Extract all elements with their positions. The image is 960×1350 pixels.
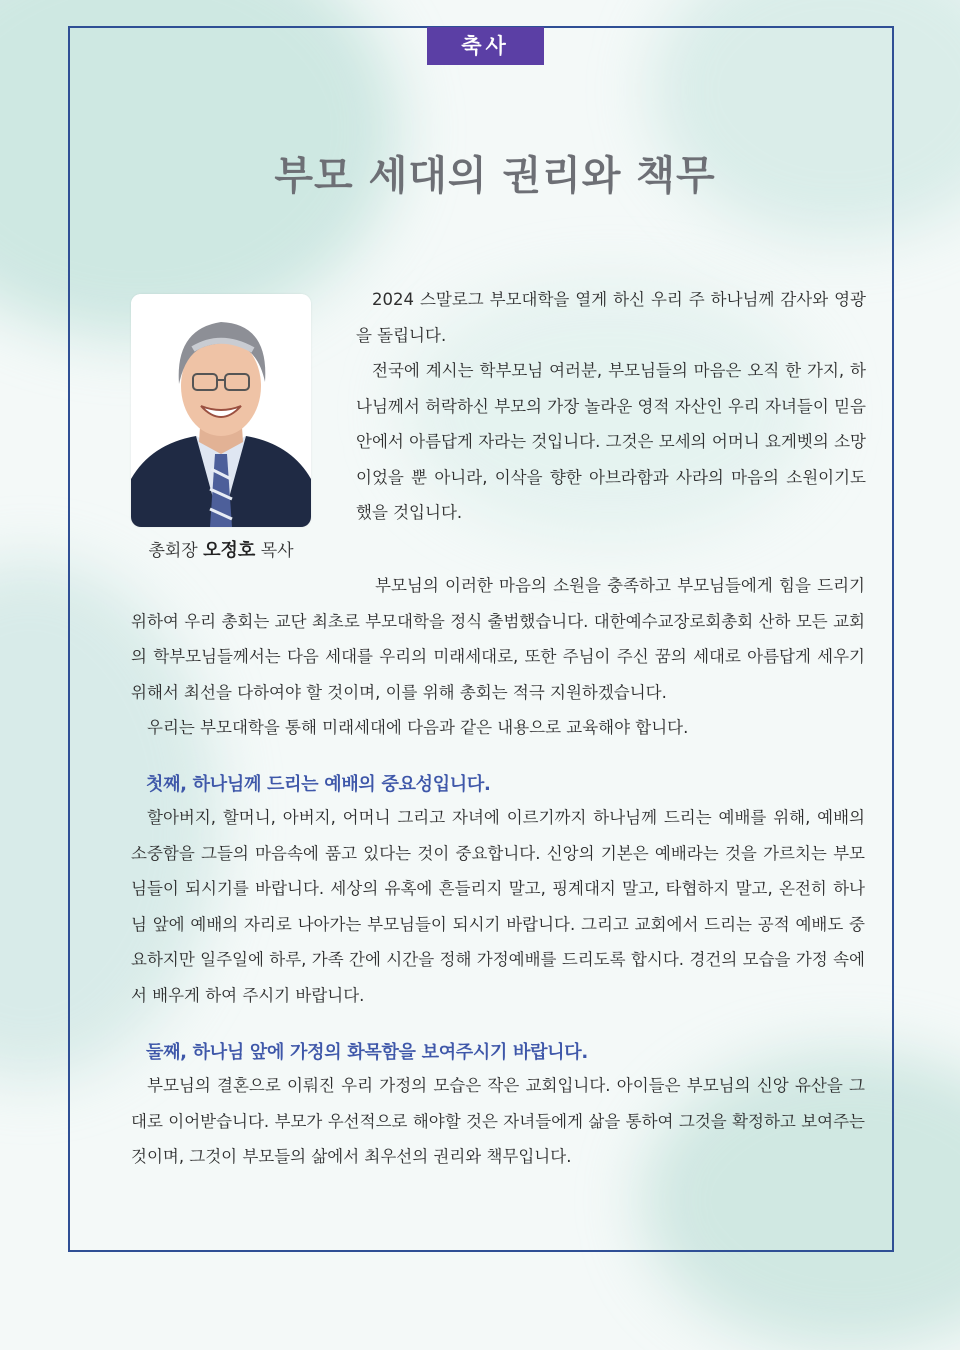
author-title: 총회장: [148, 541, 204, 561]
section-body: [131, 1068, 865, 1175]
paragraph-text: 할아버지, 할머니, 아버지, 어머니 그리고 자녀에 이르기까지 하나님께 드리는 예배를 위해, 예배의 소중함을 그들의 마음속에 품고 있다는 것이 중요합니다. 신앙의 기본은 예배라는 것을 가르치는 부모님들이 되시기를 바랍니다. 세상의 유혹에 흔들리지 말고, 핑계대지 말고, 타협하지 말고, 온전히 하나님 앞에 예배의 자리로 나아가는 부모님들이 되시기 바랍니다. 그리고 교회에서 드리는 공적 예배도 중요하지만 일주일에 하루, 가족 간에 시간을 정해 가정예배를 드리도록 합시다. 경건의 모습을 가정 속에서 배우게 하여 주시기 바랍니다.: [131, 808, 865, 1005]
section-badge: 축사: [427, 27, 544, 65]
paragraph-text: 전국에 계시는 학부모님 여러분, 부모님들의 마음은 오직 한 가지, 하나님께서 허락하신 부모의 가장 놀라운 영적 자산인 우리 자녀들이 믿음 안에서 아름답게 자라는 것입니다. 그것은 모세의 어머니 요게벳의 소망이었을 뿐 아니라, 이삭을 향한 아브라함과 사라의 마음의 소원이기도 했을 것입니다.: [356, 361, 866, 522]
body-paragraph: [131, 568, 865, 746]
paragraph-text: 부모님의 결혼으로 이뤄진 우리 가정의 모습은 작은 교회입니다. 아이들은 부모님의 신앙 유산을 그대로 이어받습니다. 부모가 우선적으로 해야할 것은 자녀들에게 삶을 통하여 그것을 확정하고 보여주는 것이며, 그것이 부모들의 삶에서 최우선의 권리와 책무입니다.: [131, 1076, 865, 1166]
page-title: 부모 세대의 권리와 책무: [274, 153, 716, 199]
author-name: 오정호: [203, 540, 256, 561]
paragraph-text: 부모님의 이러한 마음의 소원을 충족하고 부모님들에게 힘을 드리기 위하여 우리 총회는 교단 최초로 부모대학을 정식 출범했습니다. 대한예수교장로회총회 산하 모든 교회의 학부모님들께서는 다음 세대를 우리의 미래세대로, 또한 주님이 주신 꿈의 세대로 아름답게 세우기 위해서 최선을 다하여야 할 것이며, 이를 위해 총회는 적극 지원하겠습니다.: [131, 576, 865, 702]
paragraph-text: 2024 스말로그 부모대학을 열게 하신 우리 주 하나님께 감사와 영광을 돌립니다.: [356, 290, 866, 345]
section-body: [131, 800, 865, 1013]
intro-paragraph: [356, 282, 866, 531]
author-caption: [131, 536, 311, 562]
section-heading: 첫째, 하나님께 드리는 예배의 중요성입니다.: [146, 774, 491, 795]
section-heading: 둘째, 하나님 앞에 가정의 화목함을 보여주시기 바랍니다.: [146, 1042, 588, 1063]
portrait-icon: [131, 294, 311, 527]
portrait-photo: [131, 294, 311, 527]
author-role: 목사: [255, 541, 294, 561]
paragraph-text: 우리는 부모대학을 통해 미래세대에 다음과 같은 내용으로 교육해야 합니다.: [147, 718, 689, 737]
